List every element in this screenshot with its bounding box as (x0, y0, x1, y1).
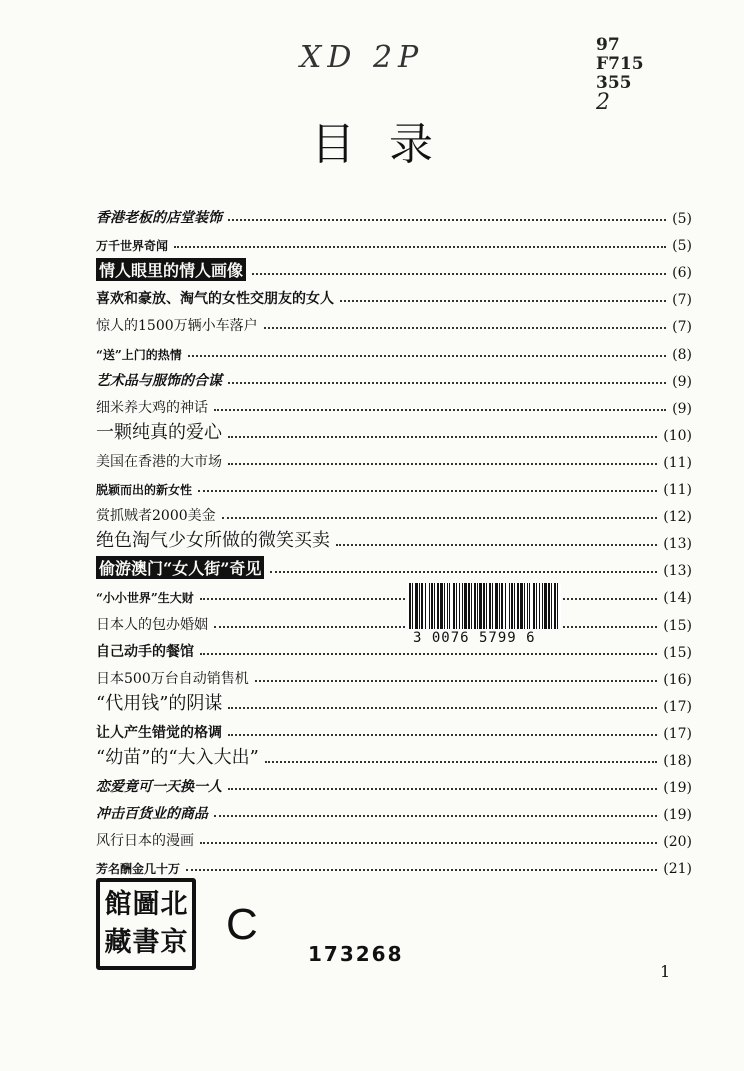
toc-entry-title: 日本500万台自动销售机 (96, 670, 249, 687)
barcode-bar (495, 583, 498, 629)
toc-entry-page: (16) (663, 671, 692, 688)
leader-dots (228, 463, 657, 465)
barcode-bar (557, 583, 558, 629)
toc-entry (96, 498, 692, 525)
toc-entry-title: 恋爱竟可一天换一人 (96, 779, 222, 796)
toc-entry-page: (12) (663, 509, 692, 526)
leader-dots (188, 355, 666, 357)
toc-entry-page: (18) (663, 752, 692, 769)
leader-dots (255, 680, 658, 682)
barcode-bar (456, 583, 457, 629)
toc-entry (96, 661, 692, 688)
stamp-char: 北 (160, 889, 188, 920)
toc-entry-page: (13) (663, 563, 692, 580)
leader-dots (174, 246, 666, 248)
toc-entry (96, 444, 692, 471)
toc-entry-page: (19) (663, 780, 692, 797)
toc-entry-title: “代用钱”的阴谋 (96, 692, 223, 714)
toc-entry-title: 绝色淘气少女所做的微笑买卖 (96, 530, 330, 552)
toc-entry-title: 万千世界奇闻 (96, 239, 169, 254)
barcode-bar (444, 583, 445, 629)
leader-dots (228, 734, 657, 736)
barcode-bar (514, 583, 515, 629)
barcode-bar (544, 583, 547, 629)
stamp-char: 書 (132, 927, 160, 958)
toc-entry-title: 赏抓贼者2000美金 (96, 508, 216, 525)
leader-dots (222, 517, 658, 519)
barcode-bar (492, 583, 493, 629)
barcode-bar (509, 583, 510, 629)
barcode-bar (548, 583, 550, 629)
toc-entry-title: 风行日本的漫画 (96, 833, 194, 850)
barcode-bar (511, 583, 513, 629)
handwritten-note: XD 2P (300, 40, 425, 75)
barcode-bar (429, 583, 430, 629)
toc-entry (96, 308, 692, 335)
toc-entry-title: 香港老板的店堂装饰 (96, 210, 222, 227)
leader-dots (264, 327, 667, 329)
toc-entry-title: 冲击百货业的商品 (96, 806, 208, 823)
leader-dots (228, 219, 666, 221)
toc-entry (96, 850, 692, 877)
call-number-line: 97 (596, 35, 620, 55)
barcode-bar (415, 583, 418, 629)
barcode-bar (499, 583, 500, 629)
page-number: 1 (660, 962, 671, 981)
barcode-number: 3 0076 5799 6 (413, 630, 536, 646)
toc-entry-page: (17) (663, 698, 692, 715)
barcode-bar (527, 583, 528, 629)
call-number (596, 35, 666, 115)
barcode-bar (434, 583, 435, 629)
barcode-bar (489, 583, 491, 629)
leader-dots (214, 815, 657, 817)
barcode-bar (517, 583, 519, 629)
toc-entry-title: 让人产生错觉的格调 (96, 724, 222, 741)
barcode-bar (474, 583, 476, 629)
toc-entry-page: (21) (663, 861, 692, 878)
leader-dots (265, 761, 657, 763)
barcode-bar (551, 583, 552, 629)
toc-entry (96, 769, 692, 796)
barcode-bar (471, 583, 472, 629)
call-number-line: F715 (596, 54, 644, 74)
toc-entry-title: 惊人的1500万辆小车落户 (96, 318, 258, 335)
barcode-bar (453, 583, 455, 629)
leader-dots (200, 842, 657, 844)
toc-entry-page: (5) (672, 211, 692, 228)
toc-entry (96, 552, 692, 579)
barcode-bar (468, 583, 470, 629)
barcode-bars (407, 583, 561, 629)
toc-entry (96, 227, 692, 254)
leader-dots (214, 409, 666, 411)
barcode-bar (483, 583, 485, 629)
stamp-char: 圖 (132, 889, 160, 920)
toc-entry-title: “幼苗”的“大入大出” (96, 746, 259, 768)
stamp-char: 館 (104, 889, 132, 920)
toc-entry-page: (13) (663, 536, 692, 553)
toc-entry-title: 艺术品与服饰的合谋 (96, 372, 222, 389)
barcode-bar (447, 583, 448, 629)
toc-entry-title: 脱颖而出的新女性 (96, 483, 193, 498)
library-stamp (96, 878, 196, 970)
toc-entry (96, 579, 692, 606)
toc-entry-title: 美国在香港的大市场 (96, 453, 222, 470)
call-number-line: 2 (596, 90, 610, 115)
toc-entry-page: (11) (663, 454, 692, 471)
toc-entry-title: 偷游澳门“女人街”奇见 (96, 556, 264, 579)
toc-entry-page: (17) (663, 725, 692, 742)
stamp-char: 藏 (104, 927, 132, 958)
toc-entry-page: (6) (672, 265, 692, 282)
barcode-bar (524, 583, 525, 629)
toc-entry (96, 606, 692, 633)
toc-entry (96, 796, 692, 823)
barcode-bar (464, 583, 467, 629)
toc-entry-page: (15) (663, 617, 692, 634)
toc-entry (96, 525, 692, 552)
toc-entry-title: “小小世界”生大财 (96, 591, 194, 606)
toc-entry-page: (7) (672, 319, 692, 336)
barcode-bar (425, 583, 426, 629)
leader-dots (252, 273, 666, 275)
leader-dots (228, 788, 657, 790)
accession-number: 173268 (308, 942, 404, 966)
leader-dots (186, 869, 657, 871)
barcode-bar (440, 583, 443, 629)
toc-entry (96, 335, 692, 362)
barcode-bar (520, 583, 523, 629)
toc-entry-page: (15) (663, 644, 692, 661)
barcode-bar (449, 583, 450, 629)
toc-entry (96, 200, 692, 227)
barcode-bar (536, 583, 537, 629)
barcode-bar (462, 583, 463, 629)
toc-entry-page: (7) (672, 292, 692, 309)
barcode-bar (477, 583, 478, 629)
leader-dots (228, 382, 666, 384)
toc-entry-page: (20) (663, 834, 692, 851)
barcode-bar (529, 583, 530, 629)
toc-entry-page: (8) (672, 346, 692, 363)
toc-entry-title: 日本人的包办婚姻 (96, 616, 208, 633)
toc-entry (96, 417, 692, 444)
barcode-bar (409, 583, 411, 629)
barcode-bar (421, 583, 423, 629)
barcode-bar (554, 583, 556, 629)
toc-entry-title: 喜欢和豪放、淘气的女性交朋友的女人 (96, 291, 334, 308)
call-number-line: 355 (596, 73, 632, 93)
toc-entry (96, 254, 692, 281)
leader-dots (228, 436, 657, 438)
leader-dots (340, 300, 666, 302)
toc-entry (96, 823, 692, 850)
barcode-bar (539, 583, 540, 629)
leader-dots (198, 490, 657, 492)
toc-entry-title: 一颗纯真的爱心 (96, 421, 222, 443)
leader-dots (228, 707, 657, 709)
toc-entry-page: (14) (663, 590, 692, 607)
barcode-bar (542, 583, 543, 629)
toc-entry-title: 情人眼里的情人画像 (96, 258, 246, 281)
page-title: 目录 (311, 119, 467, 170)
toc-entry (96, 471, 692, 498)
leader-dots (270, 571, 657, 573)
collection-letter: C (226, 900, 258, 949)
toc-entry-page: (11) (663, 482, 692, 499)
leader-dots (336, 544, 657, 546)
toc-entry-title: 芳名酬金几十万 (96, 862, 181, 877)
stamp-char: 京 (160, 927, 188, 958)
barcode-bar (479, 583, 482, 629)
toc-entry-page: (9) (672, 373, 692, 390)
barcode-bar (505, 583, 506, 629)
toc-entry (96, 281, 692, 308)
barcode-bar (501, 583, 503, 629)
leader-dots (200, 653, 657, 655)
toc-entry (96, 742, 692, 769)
barcode (407, 583, 561, 629)
toc-entry (96, 363, 692, 390)
toc-entry-title: “送”上门的热情 (96, 347, 182, 362)
barcode-bar (437, 583, 439, 629)
barcode-bar (419, 583, 420, 629)
toc-entry-page: (5) (672, 238, 692, 255)
toc-entry (96, 634, 692, 661)
toc-entry-page: (10) (663, 427, 692, 444)
toc-entry (96, 688, 692, 715)
barcode-bar (533, 583, 535, 629)
barcode-bar (431, 583, 433, 629)
toc-entry-title: 细米养大鸡的神话 (96, 399, 208, 416)
toc-entry-title: 自己动手的餐馆 (96, 643, 194, 660)
barcode-bar (459, 583, 460, 629)
barcode-bar (412, 583, 413, 629)
toc-entry-page: (9) (672, 400, 692, 417)
toc-entry (96, 390, 692, 417)
table-of-contents (96, 200, 692, 877)
toc-entry (96, 715, 692, 742)
barcode-bar (486, 583, 487, 629)
toc-entry-page: (19) (663, 807, 692, 824)
